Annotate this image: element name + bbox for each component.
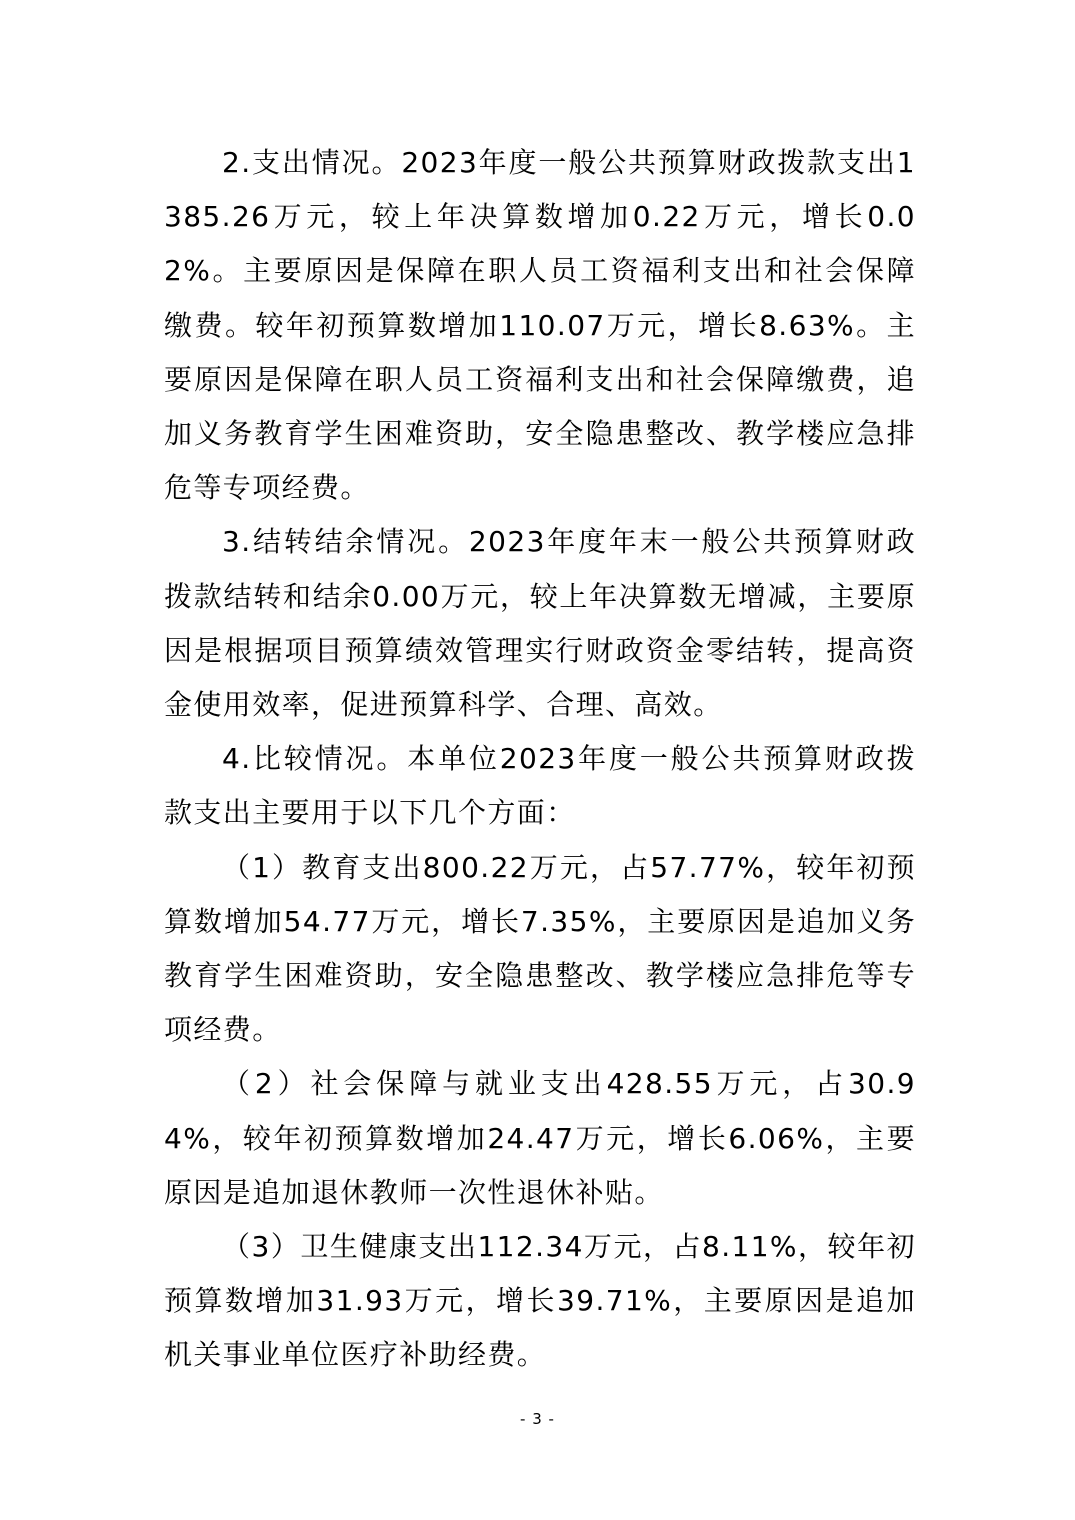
paragraph-health: （3）卫生健康支出112.34万元，占8.11%，较年初预算数增加31.93万元，增长39.71%，主要原因是追加机关事业单位医疗补助经费。 — [164, 1230, 916, 1372]
paragraph-social-security: （2）社会保障与就业支出428.55万元，占30.94%，较年初预算数增加24.47万元，增长6.06%，主要原因是追加退休教师一次性退休补贴。 — [164, 1067, 916, 1209]
page-number: - 3 - — [520, 1410, 555, 1428]
paragraph-comparison: 4.比较情况。本单位2023年度一般公共预算财政拨款支出主要用于以下几个方面： — [164, 742, 916, 830]
paragraph-expenditure: 2.支出情况。2023年度一般公共预算财政拨款支出1385.26万元，较上年决算数增加0.22万元，增长0.02%。主要原因是保障在职人员工资福利支出和社会保障缴费。较年初预算数增加110.07万元，增长8.63%。主要原因是保障在职人员工资福利支出和社会保障缴费，追加义务教育学生困难资助，安全隐患整改、教学楼应急排危等专项经费。 — [164, 146, 916, 505]
document-body — [164, 136, 916, 1383]
paragraph-education: （1）教育支出800.22万元，占57.77%，较年初预算数增加54.77万元，增长7.35%，主要原因是追加义务教育学生困难资助，安全隐患整改、教学楼应急排危等专项经费。 — [164, 850, 916, 1047]
paragraph-carryover: 3.结转结余情况。2023年度年末一般公共预算财政拨款结转和结余0.00万元，较上年决算数无增减，主要原因是根据项目预算绩效管理实行财政资金零结转，提高资金使用效率，促进预算科学、合理、高效。 — [164, 525, 916, 722]
